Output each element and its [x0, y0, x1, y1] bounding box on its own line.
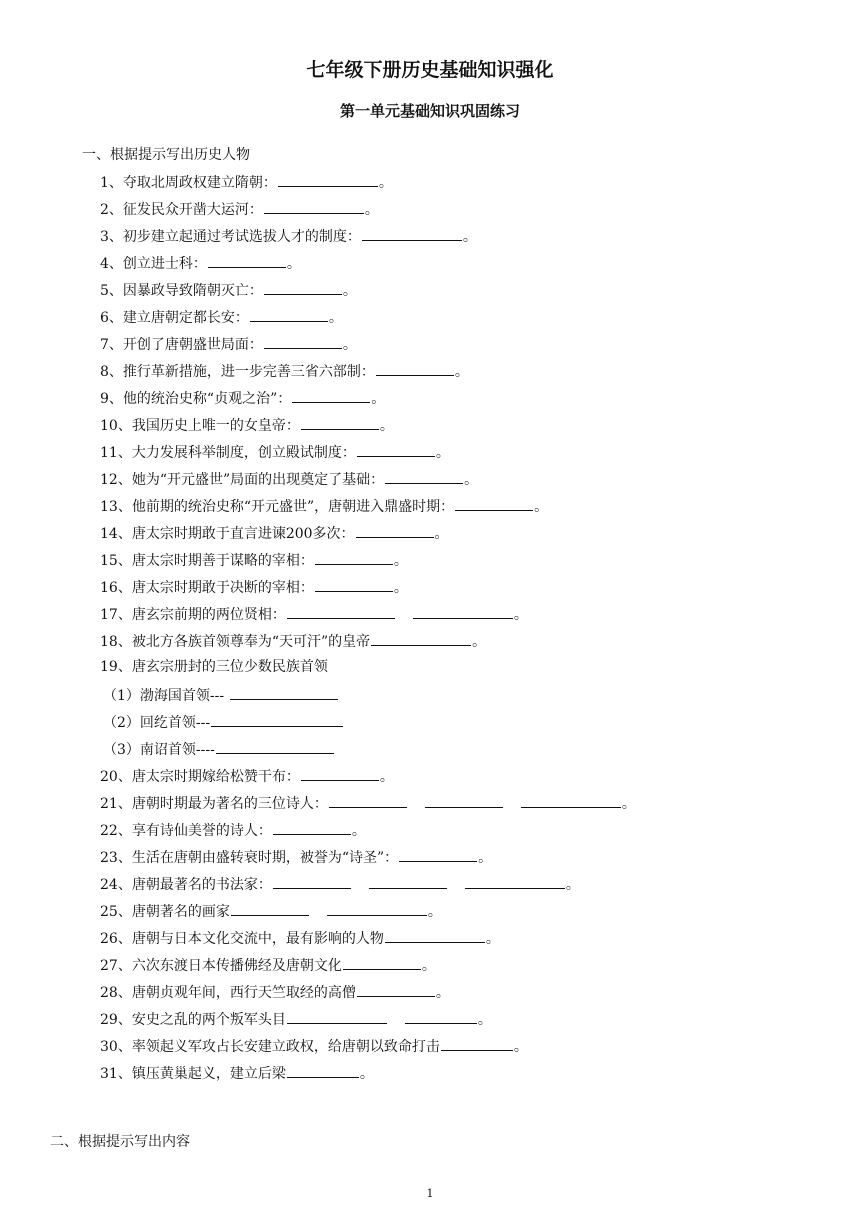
question-end-punctuation: 。 [513, 1039, 528, 1055]
question-end-punctuation: 。 [472, 634, 487, 650]
question-text: 6、建立唐朝定都长安： [100, 310, 249, 326]
answer-blank[interactable] [327, 900, 427, 916]
answer-blank[interactable] [385, 468, 463, 484]
question-item [100, 441, 820, 468]
section-heading-1: 一、根据提示写出历史人物 [82, 147, 250, 163]
question-item [100, 630, 820, 657]
question-item [100, 819, 820, 846]
answer-blank[interactable] [273, 873, 351, 889]
question-end-punctuation: 。 [421, 958, 436, 974]
answer-blank[interactable] [369, 873, 447, 889]
question-end-punctuation: 。 [378, 175, 393, 191]
question-end-punctuation: 。 [342, 337, 357, 353]
question-item [100, 414, 820, 441]
sub-question-item [100, 711, 820, 738]
answer-blank[interactable] [376, 360, 454, 376]
answer-blank[interactable] [287, 1008, 387, 1024]
answer-blank[interactable] [264, 333, 342, 349]
sub-question-item [100, 684, 820, 711]
question-end-punctuation: 。 [477, 1012, 492, 1028]
answer-blank[interactable] [521, 792, 621, 808]
question-end-punctuation: 。 [513, 607, 528, 623]
question-item [100, 846, 820, 873]
question-end-punctuation: 。 [371, 391, 386, 407]
question-end-punctuation: 。 [351, 823, 366, 839]
answer-blank[interactable] [343, 954, 421, 970]
question-text: 2、征发民众开凿大运河： [100, 202, 263, 218]
question-item [100, 279, 820, 306]
answer-blank[interactable] [441, 1035, 513, 1051]
question-end-punctuation: 。 [454, 364, 469, 380]
question-item [100, 603, 820, 630]
question-end-punctuation: 。 [485, 931, 500, 947]
answer-blank[interactable] [208, 252, 286, 268]
answer-blank[interactable] [230, 684, 338, 700]
question-item [100, 306, 820, 333]
question-end-punctuation: 。 [462, 229, 477, 245]
answer-blank[interactable] [211, 711, 343, 727]
question-end-punctuation: 。 [393, 553, 408, 569]
question-end-punctuation: 。 [364, 202, 379, 218]
answer-blank[interactable] [315, 549, 393, 565]
page-title: 七年级下册历史基础知识强化 [306, 59, 554, 81]
question-item [100, 1008, 820, 1035]
question-text: 17、唐玄宗前期的两位贤相： [100, 607, 286, 623]
answer-blank[interactable] [385, 927, 485, 943]
question-item [100, 873, 820, 900]
question-text: 10、我国历史上唯一的女皇帝： [100, 418, 300, 434]
answer-blank[interactable] [357, 981, 435, 997]
question-end-punctuation: 。 [434, 526, 449, 542]
answer-blank[interactable] [371, 630, 471, 646]
question-text: 3、初步建立起通过考试选拔人才的制度： [100, 229, 361, 245]
question-text: 7、开创了唐朝盛世局面： [100, 337, 263, 353]
question-item [100, 765, 820, 792]
question-end-punctuation: 。 [286, 256, 301, 272]
answer-blank[interactable] [329, 792, 407, 808]
question-item [100, 252, 820, 279]
question-text: （3）南诏首领---- [103, 742, 215, 758]
question-text: 22、享有诗仙美誉的诗人： [100, 823, 272, 839]
question-text: 9、他的统治史称“贞观之治”： [100, 391, 292, 407]
question-end-punctuation: 。 [464, 472, 479, 488]
question-item [100, 225, 820, 252]
question-text: 8、推行革新措施，进一步完善三省六部制： [100, 364, 375, 380]
question-end-punctuation: 。 [359, 1066, 374, 1082]
answer-blank[interactable] [292, 387, 370, 403]
question-text: 24、唐朝最著名的书法家： [100, 877, 272, 893]
question-item [100, 1035, 820, 1062]
question-text: 23、生活在唐朝由盛转衰时期，被誉为“诗圣”： [100, 850, 399, 866]
question-end-punctuation: 。 [534, 499, 549, 515]
question-text: 20、唐太宗时期嫁给松赞干布： [100, 769, 300, 785]
question-text: 12、她为“开元盛世”局面的出现奠定了基础： [100, 472, 385, 488]
question-end-punctuation: 。 [435, 985, 450, 1001]
answer-blank[interactable] [273, 819, 351, 835]
question-item [100, 981, 820, 1008]
question-text: 16、唐太宗时期敢于决断的宰相： [100, 580, 314, 596]
page-subtitle: 第一单元基础知识巩固练习 [339, 102, 520, 120]
question-end-punctuation: 。 [393, 580, 408, 596]
question-text: （2）回纥首领--- [103, 715, 211, 731]
question-text: 27、六次东渡日本传播佛经及唐朝文化 [100, 958, 342, 974]
question-item [100, 468, 820, 495]
question-list [100, 171, 820, 1089]
question-item [100, 198, 820, 225]
question-item [100, 792, 820, 819]
question-text: 26、唐朝与日本文化交流中，最有影响的人物 [100, 931, 384, 947]
answer-blank[interactable] [264, 198, 364, 214]
question-item [100, 549, 820, 576]
answer-blank[interactable] [399, 846, 477, 862]
question-end-punctuation: 。 [435, 445, 450, 461]
sub-question-item [100, 738, 820, 765]
question-text: （1）渤海国首领--- [103, 688, 229, 704]
question-item [100, 927, 820, 954]
question-text: 5、因暴政导致隋朝灭亡： [100, 283, 263, 299]
question-item [100, 495, 820, 522]
answer-blank[interactable] [362, 225, 462, 241]
answer-blank[interactable] [356, 522, 434, 538]
question-item [100, 522, 820, 549]
answer-blank[interactable] [301, 414, 379, 430]
question-end-punctuation: 。 [621, 796, 636, 812]
question-text: 11、大力发展科举制度，创立殿试制度： [100, 445, 356, 461]
page-number: 1 [426, 1187, 434, 1200]
question-text: 30、率领起义军攻占长安建立政权，给唐朝以致命打击 [100, 1039, 440, 1055]
question-text: 28、唐朝贞观年间，西行天竺取经的高僧 [100, 985, 356, 1001]
answer-blank[interactable] [465, 873, 565, 889]
question-end-punctuation: 。 [379, 769, 394, 785]
answer-blank[interactable] [315, 576, 393, 592]
question-end-punctuation: 。 [342, 283, 357, 299]
question-end-punctuation: 。 [379, 418, 394, 434]
question-text: 13、他前期的统治史称“开元盛世”，唐朝进入鼎盛时期： [100, 499, 455, 515]
question-end-punctuation: 。 [565, 877, 580, 893]
answer-blank[interactable] [405, 1008, 477, 1024]
answer-blank[interactable] [287, 1062, 359, 1078]
answer-blank[interactable] [231, 900, 309, 916]
answer-blank[interactable] [264, 279, 342, 295]
question-end-punctuation: 。 [478, 850, 493, 866]
question-text: 4、创立进士科： [100, 256, 207, 272]
question-item [100, 954, 820, 981]
question-text: 31、镇压黄巢起义，建立后梁 [100, 1066, 286, 1082]
question-text: 14、唐太宗时期敢于直言进谏200多次： [100, 526, 355, 542]
answer-blank[interactable] [357, 441, 435, 457]
question-item [100, 333, 820, 360]
answer-blank[interactable] [278, 171, 378, 187]
question-text: 1、夺取北周政权建立隋朝： [100, 175, 277, 191]
answer-blank[interactable] [250, 306, 328, 322]
answer-blank[interactable] [301, 765, 379, 781]
question-text: 25、唐朝著名的画家 [100, 904, 230, 920]
question-text: 15、唐太宗时期善于谋略的宰相： [100, 553, 314, 569]
question-end-punctuation: 。 [328, 310, 343, 326]
answer-blank[interactable] [413, 603, 513, 619]
question-item [100, 1062, 820, 1089]
question-item [100, 900, 820, 927]
question-end-punctuation: 。 [427, 904, 442, 920]
question-item [100, 360, 820, 387]
question-text: 29、安史之乱的两个叛军头目 [100, 1012, 286, 1028]
question-text: 21、唐朝时期最为著名的三位诗人： [100, 796, 328, 812]
question-item [100, 387, 820, 414]
answer-blank[interactable] [287, 603, 395, 619]
question-item [100, 657, 820, 684]
question-text: 19、唐玄宗册封的三位少数民族首领 [100, 659, 328, 675]
question-item [100, 576, 820, 603]
answer-blank[interactable] [455, 495, 533, 511]
question-text: 18、被北方各族首领尊奉为“天可汗”的皇帝 [100, 634, 371, 650]
answer-blank[interactable] [216, 738, 334, 754]
question-item [100, 171, 820, 198]
answer-blank[interactable] [425, 792, 503, 808]
section-heading-2: 二、根据提示写出内容 [50, 1134, 190, 1150]
